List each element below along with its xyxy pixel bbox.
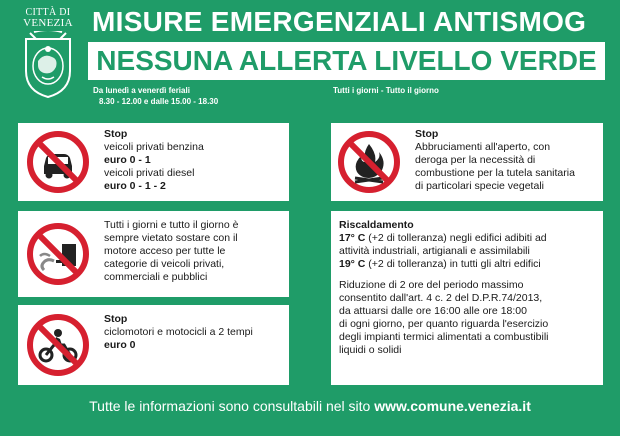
schedule-everyday: Tutti i giorni - Tutto il giorno [333,86,439,95]
alert-level-banner: NESSUNA ALLERTA LIVELLO VERDE [88,42,605,80]
card-burning-heading: Stop [415,128,439,140]
card-heating-text [339,219,601,357]
card-vehicles-heading: Stop [104,128,128,140]
schedule-weekdays-days: Da lunedì a venerdì feriali [93,86,190,95]
temp2-value: 19° C [339,258,366,270]
temp1-text: (+2 di tolleranza) negli edifici adibiti ad [365,232,547,244]
footer [0,396,620,416]
card-heating-temp1 [339,232,601,245]
no-motorcycle-icon [26,313,90,377]
card-heating-temp2 [339,258,601,271]
card-burning-line2: deroga per la necessità di [415,154,536,166]
card-vehicles-line2: euro 0 - 1 [104,154,151,166]
card-mopeds [18,305,289,385]
card-heating-reduction-line1: Riduzione di 2 ore del periodo massimo [339,279,524,291]
card-idling [18,211,289,297]
page-title: MISURE EMERGENZIALI ANTISMOG [92,6,587,37]
card-vehicles [18,123,289,201]
card-heating-temp1-line2: attività industriali, artigianali e assimilabili [339,245,530,257]
card-idling-line2: sempre vietato sostare con il [104,232,238,244]
card-vehicles-line1: veicoli privati benzina [104,141,204,153]
card-heating-reduction-line2: consentito dall'art. 4 c. 2 del D.P.R.74/2013, [339,292,543,304]
card-vehicles-line3: veicoli privati diesel [104,167,195,179]
card-idling-line3: motore acceso per tutte le [104,245,226,257]
card-burning-line4: di particolari specie vegetali [415,180,544,192]
card-mopeds-text [104,313,253,352]
card-idling-line5: commerciali e pubblici [104,271,208,283]
no-exhaust-icon [26,222,90,286]
card-heating-reduction-line6: liquidi o solidi [339,344,402,356]
card-burning-text [415,128,575,193]
card-vehicles-line4: euro 0 - 1 - 2 [104,180,166,192]
card-idling-line4: categorie di veicoli privati, [104,258,225,270]
card-burning-line3: combustione per la tutela sanitaria [415,167,575,179]
card-heating-reduction-line3: da attuarsi dalle ore 16:00 alle ore 18:00 [339,305,527,317]
venice-crest-icon [22,31,74,99]
no-fire-icon [337,130,401,194]
website-link[interactable]: www.comune.venezia.it [374,398,531,414]
schedule-weekdays-hours: 8.30 - 12.00 e dalle 15.00 - 18.30 [99,97,219,106]
city-name-line2: VENEZIA [23,17,73,29]
card-mopeds-line2: euro 0 [104,339,136,351]
card-heating-reduction-line5: degli impianti termici alimentati a combustibili [339,331,549,343]
city-logo-text [18,8,78,28]
card-mopeds-heading: Stop [104,313,128,325]
card-vehicles-text [104,128,204,193]
spacer [339,271,601,279]
card-idling-line1: Tutti i giorni e tutto il giorno è [104,219,239,231]
schedule-weekdays [93,85,218,107]
card-burning [331,123,603,201]
card-heating-reduction-line4: di ogni giorno, per quanto riguarda l'esercizio [339,318,549,330]
temp1-value: 17° C [339,232,366,244]
card-idling-text [104,219,238,284]
footer-text: Tutte le informazioni sono consultabili nel sito [89,398,375,414]
card-heating [331,211,603,385]
card-burning-line1: Abbruciamenti all'aperto, con [415,141,551,153]
card-mopeds-line1: ciclomotori e motocicli a 2 tempi [104,326,253,338]
city-name-line1: CITTÀ DI [25,7,71,18]
no-car-icon [26,130,90,194]
temp2-text: (+2 di tolleranza) in tutti gli altri edifici [365,258,541,270]
card-heating-heading: Riscaldamento [339,219,414,231]
